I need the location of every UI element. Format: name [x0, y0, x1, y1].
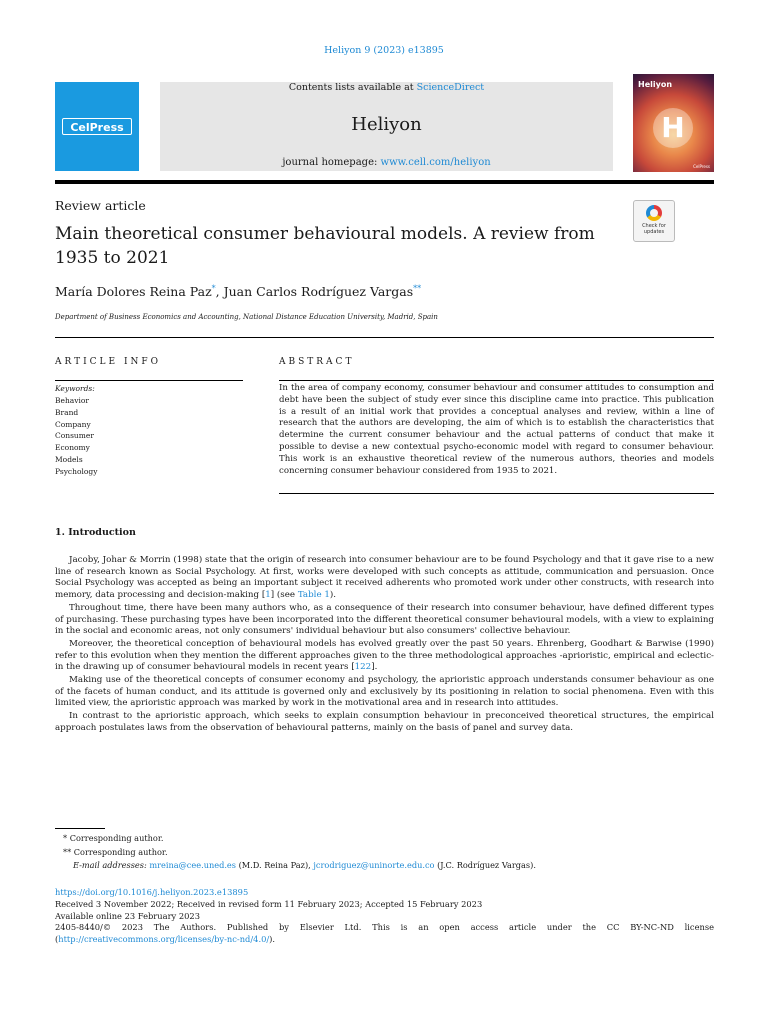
paragraph [55, 639, 714, 674]
corresponding-author-mark[interactable]: * [211, 284, 216, 293]
check-updates-label: Check for updates [642, 223, 666, 235]
homepage-link[interactable]: www.cell.com/heliyon [380, 157, 491, 168]
affiliation: Department of Business Economics and Accounting, National Distance Education University, Madrid, Spain [55, 313, 438, 321]
keyword-item: Company [55, 419, 91, 429]
homepage-prefix: journal homepage: [282, 157, 381, 168]
cover-letter: H [653, 108, 693, 148]
abstract-rule [279, 380, 714, 381]
keyword-item: Consumer [55, 431, 94, 441]
email-footnote [55, 859, 714, 873]
author-name[interactable]: Juan Carlos Rodríguez Vargas [223, 284, 414, 300]
keyword-item: Models [55, 454, 83, 464]
paragraph: In contrast to the aprioristic approach, which seeks to explain consumption behaviour in preconceived theoretical structures, the empirical approach postulates laws from the observation of behavioural patterns, mainly on the basis of panel and survey data. [55, 711, 714, 733]
received-dates: Received 3 November 2022; Received in revised form 11 February 2023; Accepted 15 February 2023 [55, 898, 483, 909]
cover-footer: CelPress [693, 164, 710, 169]
paragraph-text: ] (see [270, 590, 298, 601]
journal-title: Heliyon [351, 114, 422, 135]
email-link[interactable]: mreina@cee.uned.es [149, 860, 236, 870]
license-text: 2405-8440/© 2023 The Authors. Published by Elsevier Ltd. This is an open access article under the CC BY-NC-ND license ( [55, 922, 714, 945]
publisher-logo-text: CelPress [62, 118, 132, 135]
check-for-updates-button[interactable] [633, 200, 675, 242]
license-statement [55, 922, 714, 946]
article-type: Review article [55, 198, 146, 213]
article-title: Main theoretical consumer behavioural models. A review from 1935 to 2021 [55, 224, 595, 268]
license-link[interactable]: http://creativecommons.org/licenses/by-nc-nd/4.0/ [58, 934, 270, 945]
journal-reference[interactable]: Heliyon 9 (2023) e13895 [324, 45, 444, 56]
author-name[interactable]: María Dolores Reina Paz [55, 284, 212, 300]
header-divider [55, 180, 714, 184]
corresponding-author-mark[interactable]: ** [413, 284, 422, 293]
sciencedirect-link[interactable]: ScienceDirect [416, 82, 485, 93]
footnotes [55, 832, 714, 873]
article-info-rule [55, 380, 243, 381]
section-heading-introduction: 1. Introduction [55, 527, 136, 538]
footnote: ** Corresponding author. [63, 846, 168, 857]
abstract-heading: ABSTRACT [279, 357, 355, 367]
paragraph-text: ). [329, 590, 337, 601]
email-link[interactable]: jcrodriguez@uninorte.edu.co [313, 860, 435, 870]
keyword-item: Economy [55, 443, 90, 453]
publication-info [55, 887, 714, 946]
keyword-item: Brand [55, 407, 79, 417]
license-text: ). [269, 934, 276, 945]
email-owner: (M.D. Reina Paz), [235, 860, 314, 870]
keywords-list [55, 395, 97, 478]
citation-link[interactable]: 122 [354, 662, 372, 673]
paragraph-text: Jacoby, Johar & Morrin (1998) state that the origin of research into consumer behaviour are to be found Psychology and that it gave rise to a new line of research known as Social Psychology. At first, works were developed with such concepts as attitude, communication and persuasion. Once Social Psychology was accepted as being an important subject it received adherents who promoted work under other constructs, with research into memory, data processing and decision-making [ [55, 555, 714, 601]
footnote-rule [55, 828, 105, 829]
journal-masthead [160, 82, 613, 171]
keyword-item: Behavior [55, 396, 89, 405]
table-link[interactable]: Table 1 [297, 590, 330, 601]
author-list [55, 284, 421, 299]
abstract-bottom-rule [279, 493, 714, 494]
keyword-item: Psychology [55, 466, 98, 476]
journal-cover-image[interactable] [633, 74, 714, 172]
doi-link[interactable]: https://doi.org/10.1016/j.heliyon.2023.e13895 [55, 887, 249, 897]
check-updates-icon [646, 205, 662, 221]
cover-title: Heliyon [638, 80, 673, 89]
publisher-logo[interactable] [55, 82, 139, 171]
article-info-heading: ARTICLE INFO [55, 357, 162, 367]
paragraph: Throughout time, there have been many authors who, as a consequence of their research into consumer behaviour, have defined different types of purchasing. These purchasing types have been incorporated into the different theoretical consumer behavioural models, with a view to explaining in the social and economic areas, not only consumers' individual behaviour but also consumers' collective behaviour. [55, 602, 714, 637]
homepage-line [160, 157, 613, 168]
paragraph: Making use of the theoretical concepts of consumer economy and psychology, the aprioristic approach understands consumer behaviour as one of the facets of human conduct, and its attitude is governed only and exclusively by its positioning in relation to social phenomena. Even with this limited view, the aprioristic approach was marked by work in the motivational area and in research into attitudes. [55, 675, 714, 709]
email-owner: (J.C. Rodríguez Vargas). [434, 860, 536, 870]
paragraph [55, 555, 714, 602]
available-online: Available online 23 February 2023 [55, 910, 200, 921]
contents-prefix: Contents lists available at [288, 82, 417, 93]
email-label: E-mail addresses: [73, 860, 150, 870]
footnote: * Corresponding author. [63, 833, 164, 843]
citation-link[interactable]: 1 [265, 590, 271, 601]
paragraph-text: ]. [371, 662, 378, 673]
author-separator: , [215, 284, 224, 300]
body-text [55, 555, 714, 736]
paragraph-text: Moreover, the theoretical conception of behavioural models has evolved greatly over the past 50 years. Ehrenberg, Goodhart & Barwise (1990) refer to this evolution when they mention the different approaches given to the three methodological approaches -aprioristic, empirical and eclectic-in the drawing up of consumer behavioural models in recent years [ [55, 638, 714, 673]
contents-line [160, 82, 613, 93]
abstract-text: In the area of company economy, consumer behaviour and consumer attitudes to consumption and debt have been the subject of study ever since this discipline came into practice. This publication is a result of an initial work that provides a conceptual analyses and review, within a line of research that the authors are developing, the aim of which is to establish the characteristics that determine the current consumer behaviour and the actual patterns of conduct that make it possible to devise a new contextual psycho-economic model with regard to consumer behaviour. This work is an exhaustive theoretical review of the numerous authors, theories and models concerning consumer behaviour considered from 1935 to 2021. [279, 383, 714, 476]
keywords-label: Keywords: [55, 384, 95, 393]
section-divider [55, 337, 714, 338]
